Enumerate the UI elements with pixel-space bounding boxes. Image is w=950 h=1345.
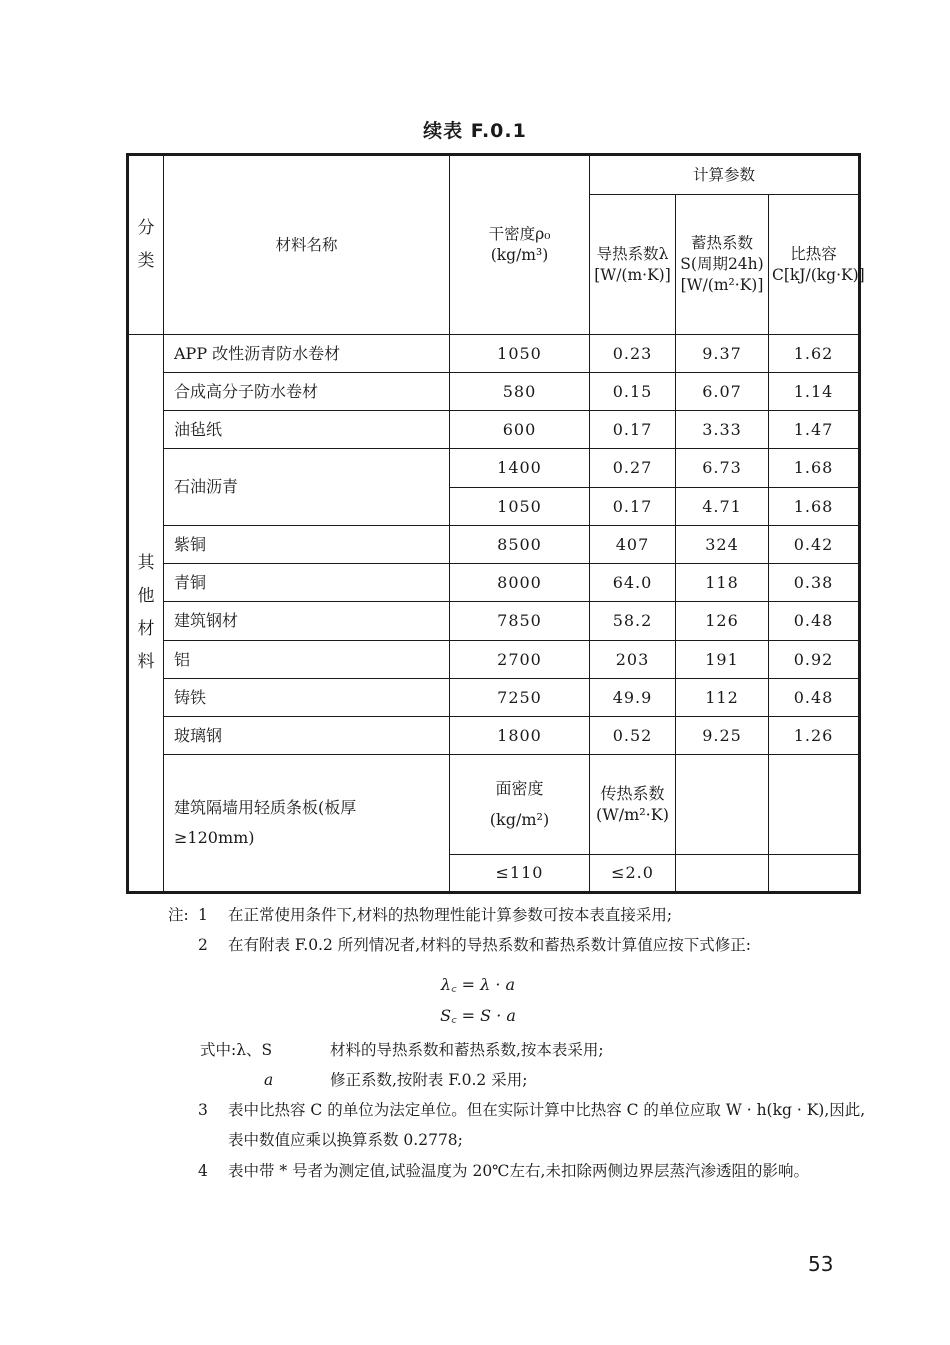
notes-label: 注: <box>168 906 189 924</box>
row-specific-heat: 0.92 <box>769 641 860 679</box>
partition-area-density-label <box>450 755 590 855</box>
note-number: 3 <box>198 1101 208 1120</box>
row-specific-heat: 0.38 <box>769 564 860 602</box>
note-number: 2 <box>198 936 208 955</box>
row-specific-heat: 1.68 <box>769 488 860 526</box>
row-specific-heat: 1.62 <box>769 335 860 373</box>
row-density: 8500 <box>450 526 590 564</box>
empty-cell <box>676 755 769 855</box>
row-density: 2700 <box>450 641 590 679</box>
category-other <box>128 335 164 893</box>
row-density: 1400 <box>450 449 590 488</box>
row-storage: 191 <box>676 641 769 679</box>
row-specific-heat: 1.68 <box>769 449 860 488</box>
row-lambda: 0.17 <box>590 488 676 526</box>
formula-lambda: λ꜀ = λ · a <box>440 975 516 995</box>
symbol-row <box>168 1035 868 1065</box>
row-lambda: 0.27 <box>590 449 676 488</box>
header-lambda-text: 导热系数λ [W/(m·K)] <box>594 244 671 284</box>
table-row <box>128 373 860 411</box>
page-number: 53 <box>808 1252 834 1276</box>
row-lambda: 58.2 <box>590 602 676 641</box>
partition-name-text: 建筑隔墙用轻质条板(板厚≥120mm) <box>174 797 357 847</box>
note-2 <box>168 930 868 960</box>
row-specific-heat: 1.14 <box>769 373 860 411</box>
row-lambda: 0.23 <box>590 335 676 373</box>
row-storage: 6.07 <box>676 373 769 411</box>
header-specific-heat-text: 比热容C[kJ/(kg·K)] <box>772 244 865 284</box>
category-other-text: 其他材料 <box>137 552 155 673</box>
partition-area-density-label-text: 面密度 (kg/m²) <box>489 779 550 829</box>
row-specific-heat: 0.48 <box>769 679 860 717</box>
row-storage: 6.73 <box>676 449 769 488</box>
row-storage: 3.33 <box>676 411 769 449</box>
formula-s: S꜀ = S · a <box>440 1005 516 1025</box>
note-1 <box>168 900 868 930</box>
table-row <box>128 717 860 755</box>
row-storage: 9.25 <box>676 717 769 755</box>
row-lambda: 64.0 <box>590 564 676 602</box>
row-density: 600 <box>450 411 590 449</box>
note-text: 在有附表 F.0.2 所列情况者,材料的导热系数和蓄热系数计算值应按下式修正: <box>228 936 751 955</box>
formulas <box>168 970 868 1031</box>
row-specific-heat: 1.47 <box>769 411 860 449</box>
row-storage: 112 <box>676 679 769 717</box>
header-calc-params: 计算参数 <box>590 155 860 195</box>
header-specific-heat <box>769 195 865 335</box>
symbol-text: 材料的导热系数和蓄热系数,按本表采用; <box>330 1041 604 1060</box>
note-3 <box>168 1095 868 1155</box>
row-density: 1800 <box>450 717 590 755</box>
empty-cell <box>769 755 860 855</box>
row-density: 580 <box>450 373 590 411</box>
header-storage <box>676 195 769 335</box>
row-density: 1050 <box>450 335 590 373</box>
row-lambda: 0.17 <box>590 411 676 449</box>
row-name: APP 改性沥青防水卷材 <box>164 335 450 373</box>
table-row <box>128 411 860 449</box>
table-row <box>128 449 860 488</box>
row-name: 建筑钢材 <box>164 602 450 641</box>
table-row <box>128 602 860 641</box>
row-lambda: 0.52 <box>590 717 676 755</box>
partition-name <box>164 755 450 893</box>
row-density: 7250 <box>450 679 590 717</box>
table-row <box>128 526 860 564</box>
header-storage-text: 蓄热系数S(周期24h)[W/(m²·K)] <box>680 234 764 294</box>
symbol-row <box>168 1065 868 1095</box>
note-4 <box>168 1156 868 1186</box>
empty-cell <box>676 855 769 893</box>
row-name: 合成高分子防水卷材 <box>164 373 450 411</box>
table-row <box>128 335 860 373</box>
row-storage: 9.37 <box>676 335 769 373</box>
note-text: 表中比热容 C 的单位为法定单位。但在实际计算中比热容 C 的单位应取 W · h(kg · K),因此,表中数值应乘以换算系数 0.2778; <box>228 1101 866 1150</box>
row-name: 石油沥青 <box>164 449 450 526</box>
table-row <box>128 679 860 717</box>
partition-transfer-value: ≤2.0 <box>590 855 676 893</box>
row-lambda: 407 <box>590 526 676 564</box>
table-row <box>128 755 860 855</box>
row-density: 7850 <box>450 602 590 641</box>
header-density-text: 干密度ρ₀ (kg/m³) <box>488 225 551 264</box>
row-name: 紫铜 <box>164 526 450 564</box>
note-text: 表中带 * 号者为测定值,试验温度为 20℃左右,未扣除两侧边界层蒸汽渗透阻的影响。 <box>228 1161 809 1180</box>
note-number: 1 <box>198 906 208 924</box>
note-number: 4 <box>198 1161 208 1180</box>
row-storage: 126 <box>676 602 769 641</box>
material-table <box>126 153 865 894</box>
row-density: 8000 <box>450 564 590 602</box>
row-lambda: 203 <box>590 641 676 679</box>
header-material-name: 材料名称 <box>164 155 450 335</box>
row-name: 铝 <box>164 641 450 679</box>
symbol-label: 式中:λ、S <box>200 1041 273 1060</box>
header-category-text: 分类 <box>137 217 155 271</box>
row-name: 铸铁 <box>164 679 450 717</box>
partition-transfer-label <box>590 755 676 855</box>
row-name: 青铜 <box>164 564 450 602</box>
partition-transfer-label-text: 传热系数 (W/m²·K) <box>596 783 669 824</box>
symbol-label: a <box>264 1071 274 1090</box>
table-title: 续表 F.0.1 <box>423 120 527 142</box>
header-density <box>450 155 590 335</box>
row-name: 玻璃钢 <box>164 717 450 755</box>
partition-area-density-value: ≤110 <box>450 855 590 893</box>
header-lambda <box>590 195 676 335</box>
symbol-text: 修正系数,按附表 F.0.2 采用; <box>330 1071 528 1090</box>
row-lambda: 49.9 <box>590 679 676 717</box>
empty-cell <box>769 855 860 893</box>
row-storage: 118 <box>676 564 769 602</box>
row-specific-heat: 1.26 <box>769 717 860 755</box>
notes <box>168 900 868 1186</box>
row-specific-heat: 0.48 <box>769 602 860 641</box>
row-density: 1050 <box>450 488 590 526</box>
table-row <box>128 641 860 679</box>
row-storage: 324 <box>676 526 769 564</box>
note-text: 在正常使用条件下,材料的热物理性能计算参数可按本表直接采用; <box>228 906 673 924</box>
row-name: 油毡纸 <box>164 411 450 449</box>
table-row <box>128 564 860 602</box>
row-lambda: 0.15 <box>590 373 676 411</box>
header-category <box>128 155 164 335</box>
row-storage: 4.71 <box>676 488 769 526</box>
row-specific-heat: 0.42 <box>769 526 860 564</box>
